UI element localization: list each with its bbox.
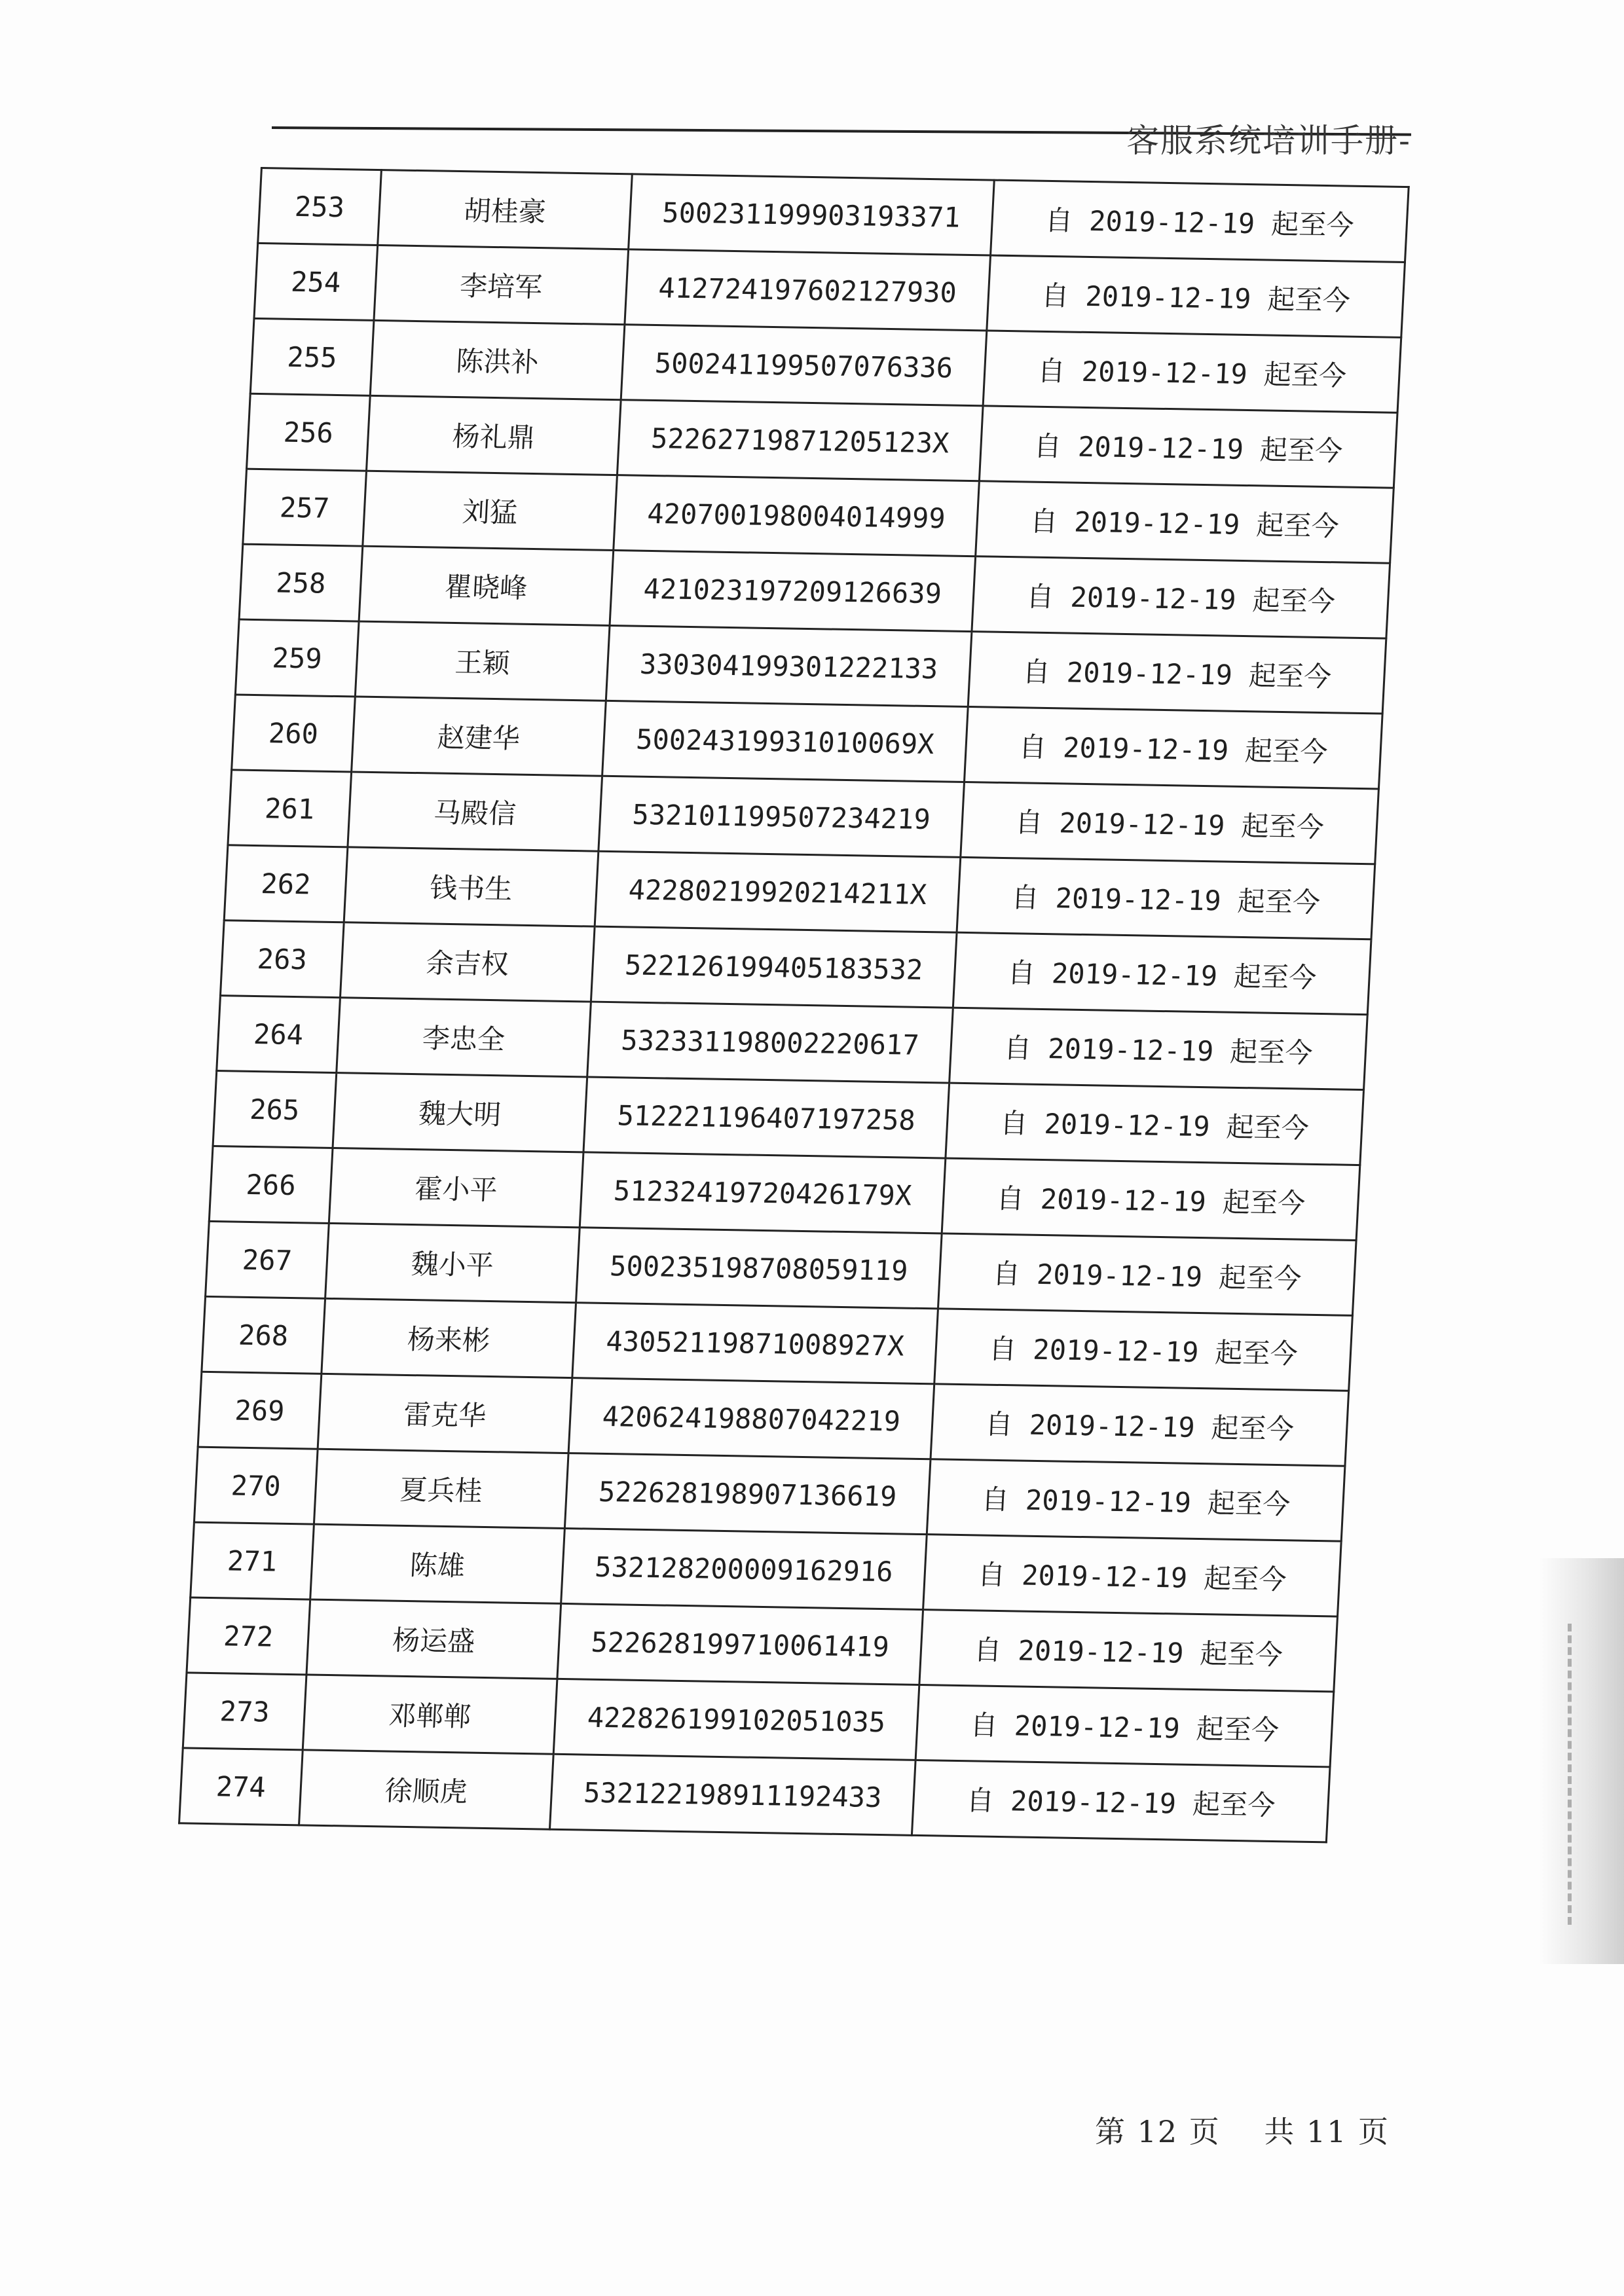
name-cell-text: 王颖: [454, 646, 511, 680]
name-cell-text: 杨运盛: [391, 1624, 476, 1658]
period-cell: [923, 1535, 1342, 1616]
name-cell-text: 李培军: [458, 270, 544, 304]
row-number-cell: [247, 393, 371, 471]
id-number-cell: [564, 1453, 931, 1535]
id-number-cell-text: 532331198002220617: [620, 1023, 920, 1061]
scan-edge-marks: [1568, 1624, 1598, 1925]
name-cell-text: 瞿晓峰: [444, 570, 528, 604]
period-cell: [979, 406, 1397, 488]
name-cell: [370, 320, 625, 399]
row-number-cell: [254, 243, 378, 320]
row-number-cell: [206, 1221, 329, 1298]
roster-table: [178, 167, 1410, 1843]
id-number-cell-text: 420700198004014999: [646, 497, 946, 534]
id-number-cell-text: 50024319931010069X: [635, 723, 935, 760]
id-number-cell-text: 522126199405183532: [623, 948, 924, 986]
period-cell-text: 自 2019-12-19 起至今: [988, 1332, 1299, 1370]
id-number-cell-text: 532128200009162916: [594, 1550, 894, 1588]
roster-table-wrapper: [178, 167, 1410, 1843]
row-number-cell: [224, 845, 348, 922]
id-number-cell: [557, 1603, 923, 1685]
period-cell-text: 自 2019-12-19 起至今: [1014, 806, 1325, 844]
row-number-cell: [194, 1447, 318, 1524]
id-number-cell: [549, 1754, 915, 1835]
name-cell: [329, 1148, 583, 1228]
id-number-cell: [572, 1303, 938, 1384]
name-cell: [367, 395, 621, 475]
name-cell: [333, 1073, 587, 1152]
row-number-cell-text: 259: [271, 641, 323, 675]
row-number-cell: [239, 544, 363, 621]
id-number-cell: [576, 1228, 942, 1309]
id-number-cell-text: 500231199903193371: [661, 196, 961, 234]
period-cell: [927, 1459, 1345, 1541]
id-number-cell: [625, 249, 991, 331]
name-cell: [303, 1675, 557, 1754]
page-total-label: 共 11 页: [1264, 2114, 1390, 2149]
id-number-cell-text: 500235198708059119: [609, 1249, 909, 1287]
name-cell-text: 杨来彬: [406, 1322, 491, 1357]
period-cell: [987, 255, 1405, 337]
name-cell-text: 陈洪补: [455, 345, 540, 379]
id-number-cell-text: 512221196407197258: [616, 1099, 917, 1137]
name-cell: [355, 621, 610, 701]
row-number-cell-text: 261: [264, 792, 316, 825]
name-cell: [378, 170, 633, 249]
period-cell: [953, 932, 1371, 1014]
period-cell-text: 自 2019-12-19 起至今: [1003, 1032, 1314, 1069]
period-cell-text: 自 2019-12-19 起至今: [1029, 505, 1340, 543]
name-cell: [348, 772, 602, 851]
period-cell: [942, 1158, 1360, 1240]
row-number-cell: [243, 469, 367, 546]
period-cell-text: 自 2019-12-19 起至今: [1022, 655, 1333, 693]
name-cell-text: 魏大明: [418, 1097, 502, 1131]
name-cell: [299, 1750, 554, 1829]
name-cell: [310, 1524, 565, 1603]
period-cell-text: 自 2019-12-19 起至今: [973, 1633, 1283, 1671]
id-number-cell: [629, 174, 995, 255]
row-number-cell: [232, 695, 356, 772]
name-cell-text: 刘猛: [461, 496, 519, 529]
id-number-cell: [610, 551, 976, 632]
row-number-cell: [220, 920, 344, 998]
period-cell-text: 自 2019-12-19 起至今: [969, 1709, 1280, 1747]
row-number-cell-text: 265: [249, 1093, 301, 1126]
id-number-cell: [599, 776, 965, 857]
period-cell: [946, 1083, 1364, 1165]
row-number-cell: [250, 318, 374, 395]
name-cell: [352, 697, 606, 776]
id-number-cell-text: 42280219920214211X: [627, 873, 928, 911]
period-cell-text: 自 2019-12-19 起至今: [1041, 279, 1351, 317]
name-cell-text: 魏小平: [410, 1248, 495, 1282]
row-number-cell-text: 257: [279, 491, 331, 524]
id-number-cell-text: 420624198807042219: [601, 1400, 902, 1437]
name-cell: [359, 546, 614, 625]
row-number-cell-text: 255: [286, 340, 338, 374]
id-number-cell-text: 422826199102051035: [586, 1701, 887, 1738]
id-number-cell-text: 421023197209126639: [642, 572, 943, 610]
row-number-cell: [202, 1296, 325, 1374]
period-cell-text: 自 2019-12-19 起至今: [976, 1558, 1287, 1596]
period-cell: [938, 1233, 1356, 1315]
name-cell: [318, 1374, 572, 1453]
row-number-cell: [191, 1522, 314, 1599]
id-number-cell-text: 500241199507076336: [654, 346, 954, 384]
period-cell: [961, 782, 1379, 864]
row-number-cell-text: 270: [230, 1469, 282, 1503]
row-number-cell-text: 258: [275, 566, 327, 600]
row-number-cell-text: 260: [267, 716, 320, 750]
period-cell: [915, 1685, 1334, 1766]
period-cell: [976, 481, 1394, 563]
row-number-cell: [187, 1597, 310, 1675]
period-cell-text: 自 2019-12-19 起至今: [1025, 580, 1337, 618]
period-cell-text: 自 2019-12-19 起至今: [965, 1784, 1276, 1822]
period-cell: [991, 180, 1409, 262]
period-cell-text: 自 2019-12-19 起至今: [995, 1182, 1306, 1220]
name-cell: [306, 1599, 561, 1679]
period-cell: [965, 707, 1383, 789]
id-number-cell-text: 532122198911192433: [583, 1776, 883, 1813]
period-cell: [983, 331, 1401, 412]
id-number-cell: [617, 400, 983, 481]
name-cell-text: 夏兵桂: [399, 1473, 483, 1507]
period-cell-text: 自 2019-12-19 起至今: [1037, 354, 1348, 392]
id-number-cell-text: 51232419720426179X: [612, 1174, 913, 1212]
period-cell-text: 自 2019-12-19 起至今: [1018, 731, 1329, 769]
name-cell-text: 杨礼鼎: [451, 420, 536, 454]
id-number-cell-text: 330304199301222133: [638, 647, 939, 685]
name-cell: [314, 1449, 568, 1528]
row-number-cell: [213, 1071, 337, 1148]
row-number-cell: [179, 1748, 303, 1825]
id-number-cell: [614, 475, 980, 556]
name-cell: [340, 922, 595, 1002]
id-number-cell: [587, 1002, 953, 1083]
id-number-cell-text: 522628199710061419: [590, 1626, 891, 1663]
period-cell-text: 自 2019-12-19 起至今: [1006, 957, 1318, 994]
row-number-cell-text: 269: [234, 1394, 286, 1427]
row-number-cell-text: 256: [282, 416, 335, 449]
period-cell-text: 自 2019-12-19 起至今: [1044, 204, 1355, 242]
name-cell-text: 霍小平: [414, 1173, 498, 1207]
period-cell: [950, 1008, 1368, 1089]
row-number-cell-text: 254: [290, 265, 342, 299]
name-cell-text: 赵建华: [436, 721, 521, 755]
roster-table-body: [179, 168, 1409, 1842]
name-cell-text: 陈雄: [409, 1549, 466, 1582]
period-cell-text: 自 2019-12-19 起至今: [1033, 429, 1344, 467]
id-number-cell-text: 412724197602127930: [657, 271, 957, 309]
id-number-cell: [561, 1528, 927, 1609]
page-header-title: 客服系统培训手册-: [1126, 122, 1411, 160]
period-cell: [931, 1384, 1349, 1466]
page-footer: [1095, 2108, 1390, 2151]
name-cell-text: 胡桂豪: [462, 194, 547, 228]
name-cell: [374, 245, 629, 324]
row-number-cell: [228, 770, 352, 847]
id-number-cell: [621, 325, 987, 406]
name-cell-text: 余吉权: [425, 947, 509, 981]
id-number-cell: [583, 1077, 950, 1158]
id-number-cell: [580, 1152, 946, 1233]
row-number-cell-text: 263: [256, 942, 308, 975]
period-cell: [934, 1309, 1353, 1391]
row-number-cell-text: 266: [245, 1168, 297, 1201]
id-number-cell-text: 532101199507234219: [631, 798, 931, 835]
row-number-cell-text: 264: [252, 1017, 304, 1051]
row-number-cell: [183, 1673, 306, 1750]
period-cell-text: 自 2019-12-19 起至今: [984, 1408, 1295, 1446]
row-number-cell: [198, 1372, 322, 1449]
name-cell-text: 邓郸郸: [388, 1699, 472, 1733]
page-number-label: 第 12 页: [1095, 2114, 1221, 2149]
name-cell: [322, 1298, 576, 1377]
id-number-cell-text: 52262719871205123X: [650, 422, 950, 459]
period-cell: [957, 857, 1375, 939]
name-cell-text: 李忠全: [421, 1022, 506, 1056]
period-cell: [912, 1760, 1330, 1842]
id-number-cell: [591, 926, 957, 1008]
row-number-cell-text: 268: [238, 1319, 289, 1352]
name-cell-text: 马殿信: [432, 796, 517, 830]
period-cell-text: 自 2019-12-19 起至今: [1010, 881, 1321, 919]
row-number-cell-text: 262: [260, 867, 312, 900]
name-cell-text: 钱书生: [429, 871, 513, 905]
row-number-cell: [217, 996, 341, 1073]
name-cell-text: 徐顺虎: [384, 1774, 468, 1808]
id-number-cell-text: 522628198907136619: [597, 1475, 898, 1512]
id-number-cell: [602, 701, 969, 782]
row-number-cell-text: 273: [219, 1694, 270, 1728]
row-number-cell-text: 253: [293, 190, 346, 223]
period-cell-text: 自 2019-12-19 起至今: [980, 1483, 1291, 1521]
name-cell: [337, 998, 591, 1077]
row-number-cell-text: 272: [223, 1619, 274, 1653]
id-number-cell: [595, 851, 961, 932]
period-cell: [968, 632, 1386, 714]
row-number-cell: [209, 1146, 333, 1223]
row-number-cell-text: 274: [215, 1770, 267, 1803]
period-cell-text: 自 2019-12-19 起至今: [999, 1106, 1310, 1144]
row-number-cell: [235, 619, 359, 697]
id-number-cell: [606, 625, 972, 706]
row-number-cell-text: 267: [241, 1243, 293, 1277]
name-cell: [363, 471, 618, 550]
id-number-cell: [553, 1679, 919, 1760]
name-cell: [325, 1223, 580, 1302]
footer-spacer: [1231, 2114, 1253, 2149]
period-cell: [919, 1610, 1338, 1692]
id-number-cell-text: 43052119871008927X: [605, 1324, 905, 1362]
period-cell-text: 自 2019-12-19 起至今: [991, 1257, 1302, 1295]
row-number-cell: [258, 168, 382, 246]
id-number-cell: [568, 1378, 934, 1459]
row-number-cell-text: 271: [226, 1544, 278, 1578]
name-cell-text: 雷克华: [403, 1398, 487, 1432]
name-cell: [344, 847, 599, 926]
period-cell: [972, 556, 1390, 638]
